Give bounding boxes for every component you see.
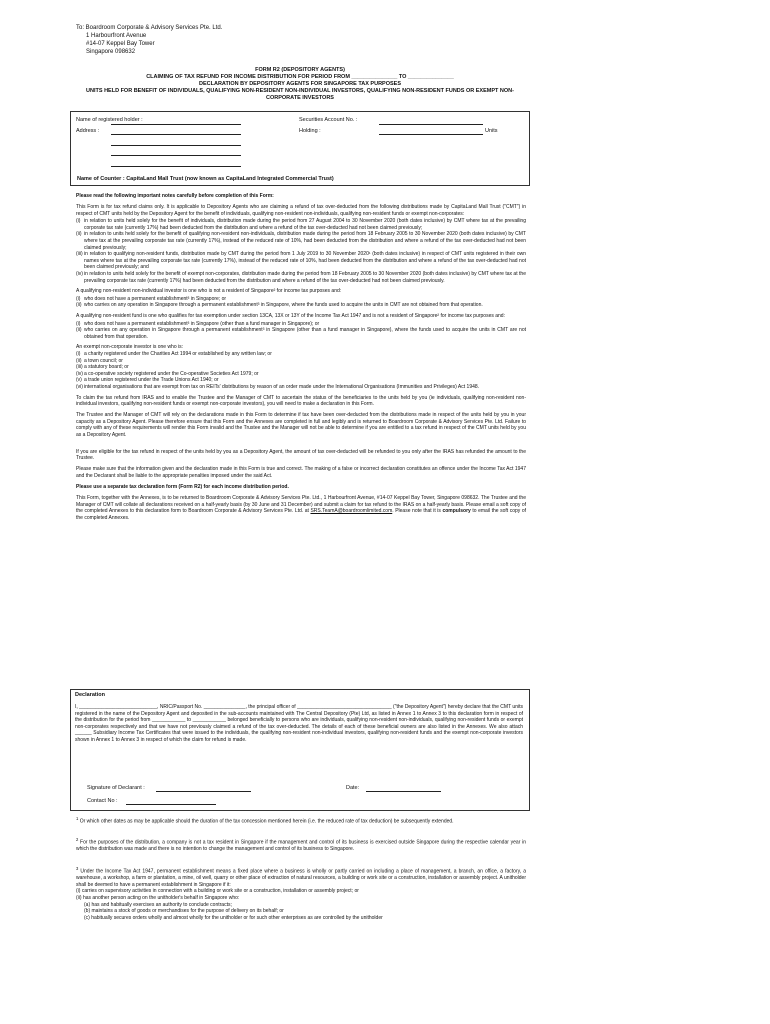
address-line2: #14-07 Keppel Bay Tower (86, 41, 155, 47)
list-item: (iv) a co-operative society registered under the Co-operative Societies Act 1979; or (76, 370, 259, 377)
notes-heading: Please read the following important notes carefully before completion of this Form: (76, 193, 274, 199)
securities-account-field[interactable] (379, 124, 483, 125)
list-item: (ii) a town council; or (76, 357, 123, 364)
securities-account-label: Securities Account No. : (299, 117, 358, 123)
contact-label: Contact No : (87, 798, 118, 804)
holder-name-field[interactable] (111, 124, 241, 125)
list-item: (vi) international organisations that are exempt from tax on REITs' distributions by reason of an order made under the International Organisations (Immunities and Privileges) Act 1948. (76, 383, 480, 390)
contact-field[interactable] (126, 804, 216, 805)
holding-label: Holding : (299, 128, 321, 134)
iras-paragraph: To claim the tax refund from IRAS and to enable the Trustee and the Manager of CMT to ascertain the status of the beneficiaries to the units held by you (ie individuals, qualifying non-resident non-individual investors, qualifying non-resident funds or exempt non-corporate investors), you will need to make a declaration in this Form. (76, 394, 526, 408)
address-line1: 1 Harbourfront Avenue (86, 33, 147, 39)
list-item: (iii) in relation to qualifying non-resident funds, distribution made by CMT during the period from 1 July 2019 to 30 November 2020¹ (both dates inclusive) in respect of CMT units registered in their own names where tax at the prevailing corporate tax rate (currently 17%), instead of the reduced rate of 10%, had been deducted from the distribution and where a refund of the tax over-deducted had not been claimed previously; and (76, 251, 526, 271)
list-item: (i) carries on supervisory activities in connection with a building or work site or a construction, installation or assembly project; or (76, 888, 359, 895)
exempt-list (76, 351, 526, 391)
footnote-3: $^3$ Under the Income Tax Act 1947, permanent establishment means a fixed place where a business is wholly or partly carried on including a place of management, a branch, an office, a factory, a warehouse, a workshop, a farm or plantation, a mine, oil well, quarry or other place of extraction of natural resources, a building or work site or a construction, installation or assembly project. A unitholder shall be deemed to have a permanent establishment in Singapore if it: (i) carries on supervisory activities in connection with a building or work site or a construction, installation or assembly project; or (ii) has another person acting on the unitholder's behalf in Singapore who: (a) has and habitually exercises an authority to conclude contracts; (b) maintains a stock of goods or merchandises for the purpose of delivery on its behalf; or (c) habitually secures orders wholly and almost wholly for the unitholder or for such other enterprises as are controlled by the unitholder (76, 866, 526, 921)
list-item: (i) a charity registered under the Charities Act 1994 or established by any written law; or (76, 350, 272, 357)
notes-intro: This Form is for tax refund claims only. It is applicable to Depository Agents who are claiming a refund of tax over-deducted from the following distributions made by CapitaLand Mall Trust ("CMT") in respect of CMT units held by the Depository Agent for the benefit of individuals, qualifying non-resident non-individuals, qualifying non-resident funds or exempt non-corporates: (76, 204, 526, 217)
exempt-intro: An exempt non-corporate investor is one who is: (76, 344, 183, 351)
holder-name-label: Name of registered holder : (76, 117, 143, 123)
declaration-text: I, ____________________________, NRIC/Passport No. _______________, the principal officer of __________________________________ ("the Depository Agent") hereby declare that the CMT units registered in the name of the Depository Agent and deposited in the sub-accounts maintained with The Central Depository (Pte) Ltd, as listed in Annex 1 to Annex 3 to this declaration form in respect of the distribution for the period from ____________ to ____________ belonged beneficially to persons who are individuals, qualifying non-resident non-individuals, qualifying non-resident funds or exempt non-corporates respectively and that we have not previously claimed a refund of the tax over-deducted. The details of each of these beneficial owners are also listed in the Annexes. We also attach ______ Subsidiary Income Tax Certificates that were issued to the individuals, the qualifying non-resident non-individual investors, qualifying non-resident funds and the exempt non-corporate investors shown in Annex 1 to Annex 3 in respect of which the claim for refund is made. (75, 704, 523, 743)
claim-period-title: CLAIMING OF TAX REFUND FOR INCOME DISTRIBUTION FOR PERIOD FROM _______________ TO _______________ (146, 74, 454, 80)
footnote-2: $^2$ For the purposes of the distribution, a company is not a tax resident in Singapore if the management and control of its business is exercised outside Singapore during the respective calendar year in which the distribution was made and there is no intention to change the management and control of its business to Singapore. (76, 837, 526, 853)
qnri-list (76, 296, 526, 309)
form-title: FORM R2 (DEPOSITORY AGENTS) (255, 67, 345, 73)
recipient-address (76, 24, 376, 56)
qnrf-intro: A qualifying non-resident fund is one who qualifies for tax exemption under section 13CA, 13X or 13Y of the Income Tax Act 1947 and is not a resident of Singapore² for income tax purposes and: (76, 313, 505, 319)
eligible-paragraph: If you are eligible for the tax refund in respect of the units held by you as a Depository Agent, the amount of tax over-deducted will be refunded to you only after the IRAS has refunded the amount to the Trustee. (76, 448, 526, 462)
important-notes (76, 193, 526, 526)
signature-label: Signature of Declarant : (87, 785, 145, 791)
counter-name: Name of Counter : CapitaLand Mall Trust (now known as CapitaLand Integrated Commercial Trust) (77, 176, 334, 182)
footnote-1: $^1$ Or which other dates as may be applicable should the duration of the tax concession mentioned herein (i.e. the reduced rate of tax deduction) be subsequently extended. (76, 816, 454, 825)
list-item: (ii) in relation to units held solely for the benefit of qualifying non-resident non-individuals, distribution made during the period from 18 February 2005 to 30 November 2020 (both dates inclusive) by CMT where tax at the prevailing corporate tax rate (currently 17%), instead of the reduced rate of 10%, had been deducted from the distribution and where a refund of the tax over-deducted had not been claimed previously; (76, 231, 526, 251)
address-field-1[interactable] (111, 134, 241, 135)
declaration-title: DECLARATION BY DEPOSITORY AGENTS FOR SINGAPORE TAX PURPOSES (199, 81, 401, 87)
address-field-4[interactable] (111, 166, 241, 167)
holding-field[interactable] (379, 134, 483, 135)
units-label: Units (485, 128, 498, 134)
trustee-paragraph: The Trustee and the Manager of CMT will rely on the declarations made in this Form to determine if tax have been over-deducted from the distributions made in respect of the units held by you in your capacity as a Depository Agent. Please therefore ensure that this Form and the Annexes are completed in full and legibly and is returned to Boardroom Corporate & Advisory Services Pte. Ltd. Failure to comply with any of these requirements will render this Form invalid and the Trustee and the Manager will not be able to determine if you are entitled to a tax refund in respect of the CMT units held by you as a Depository Agent. (76, 412, 526, 438)
form-title-block (70, 67, 530, 102)
qnri-intro: A qualifying non-resident non-individual investor is one who is not a resident of Singapore² for income tax purposes and: (76, 288, 342, 295)
list-item: (ii) who carries on any operation in Singapore through a permanent establishment³ in Singapore (other than a fund manager in Singapore), where the funds used to acquire the units in CMT are not obtained from that operation. (76, 327, 526, 340)
signature-field[interactable] (156, 791, 251, 792)
date-label: Date: (346, 785, 360, 791)
list-item: (iii) a statutory board; or (76, 364, 129, 371)
units-held-title: UNITS HELD FOR BENEFIT OF INDIVIDUALS, QUALIFYING NON-RESIDENT NON-INDIVIDUAL INVESTORS, QUALIFYING NON-RESIDENT FUNDS OR EXEMPT NON-CORPORATE INVESTORS (86, 88, 514, 101)
list-item: (ii) has another person acting on the unitholder's behalf in Singapore who: (76, 895, 240, 902)
separate-form-note: Please use a separate tax declaration form (Form R2) for each income distribution period. (76, 483, 289, 490)
list-item: (i) who does not have a permanent establishment³ in Singapore (other than a fund manager in Singapore); or (76, 320, 320, 327)
distribution-list (76, 218, 526, 284)
date-field[interactable] (366, 791, 441, 792)
list-item: (a) has and habitually exercises an authority to conclude contracts; (84, 901, 232, 908)
declaration-heading: Declaration (75, 692, 105, 698)
true-correct-paragraph: Please make sure that the information given and the declaration made in this Form is true and correct. The making of a false or incorrect declaration constitutes an offence under the Income Tax Act 1947 and the Declarant shall be liable to the appropriate penalties imposed under the said Act. (76, 466, 526, 479)
address-field-2[interactable] (111, 145, 241, 146)
list-item: (i) in relation to units held solely for the benefit of individuals, distribution made during the period from 27 August 2004 to 30 November 2020 (both dates inclusive) by CMT where tax at the prevailing corporate tax rate (currently 17%) had been deducted from the distribution and where a refund of the tax over-deducted had not been claimed previously; (76, 218, 526, 231)
address-field-3[interactable] (111, 155, 241, 156)
list-item: (i) who does not have a permanent establishment³ in Singapore; or (76, 295, 227, 302)
list-item: (c) habitually secures orders wholly and almost wholly for the unitholder or for such other enterprises as are controlled by the unitholder (84, 914, 383, 921)
return-paragraph: This Form, together with the Annexes, is to be returned to Boardroom Corporate & Advisory Services Pte. Ltd., 1 Harbourfront Avenue, #14-07 Keppel Bay Tower, Singapore 098632. The Trustee and the Manager of CMT will collate all declarations received on a half-yearly basis (by 30 June and 31 December) and submit a claim for tax refund to the IRAS on a half-yearly basis. Please email a soft copy of the completed Annexes to this declaration form to Boardroom Corporate & Advisory Services Pte. Ltd. at SRS.TeamA@boardroomlimited.com. Please note that it is compulsory to email the soft copy of the completed Annexes. (76, 495, 526, 521)
qnrf-list (76, 321, 526, 341)
list-item: (b) maintains a stock of goods or merchandises for the purpose of delivery on its behalf; or (84, 908, 284, 915)
holder-details-box (70, 111, 530, 186)
address-label: Address : (76, 128, 100, 134)
list-item: (v) a trade union registered under the Trade Unions Act 1940; or (76, 377, 219, 384)
list-item: (iv) in relation to units held solely for the benefit of exempt non-corporates, distribution made during the period from 18 February 2005 to 30 November 2020 (both dates inclusive) by CMT where tax at the prevailing corporate tax rate (currently 17%) had been deducted from the distribution and where a refund of the tax over-deducted had not been claimed previously. (76, 271, 526, 284)
address-line3: Singapore 098632 (86, 49, 136, 55)
address-to: To: Boardroom Corporate & Advisory Services Pte. Ltd. (76, 25, 223, 31)
list-item: (ii) who carries on any operation in Singapore through a permanent establishment³ in Singapore, where the funds used to acquire the units in CMT are not obtained from that operation. (76, 302, 483, 309)
email-link[interactable]: SRS.TeamA@boardroomlimited.com (310, 508, 393, 515)
declaration-box (70, 689, 530, 811)
